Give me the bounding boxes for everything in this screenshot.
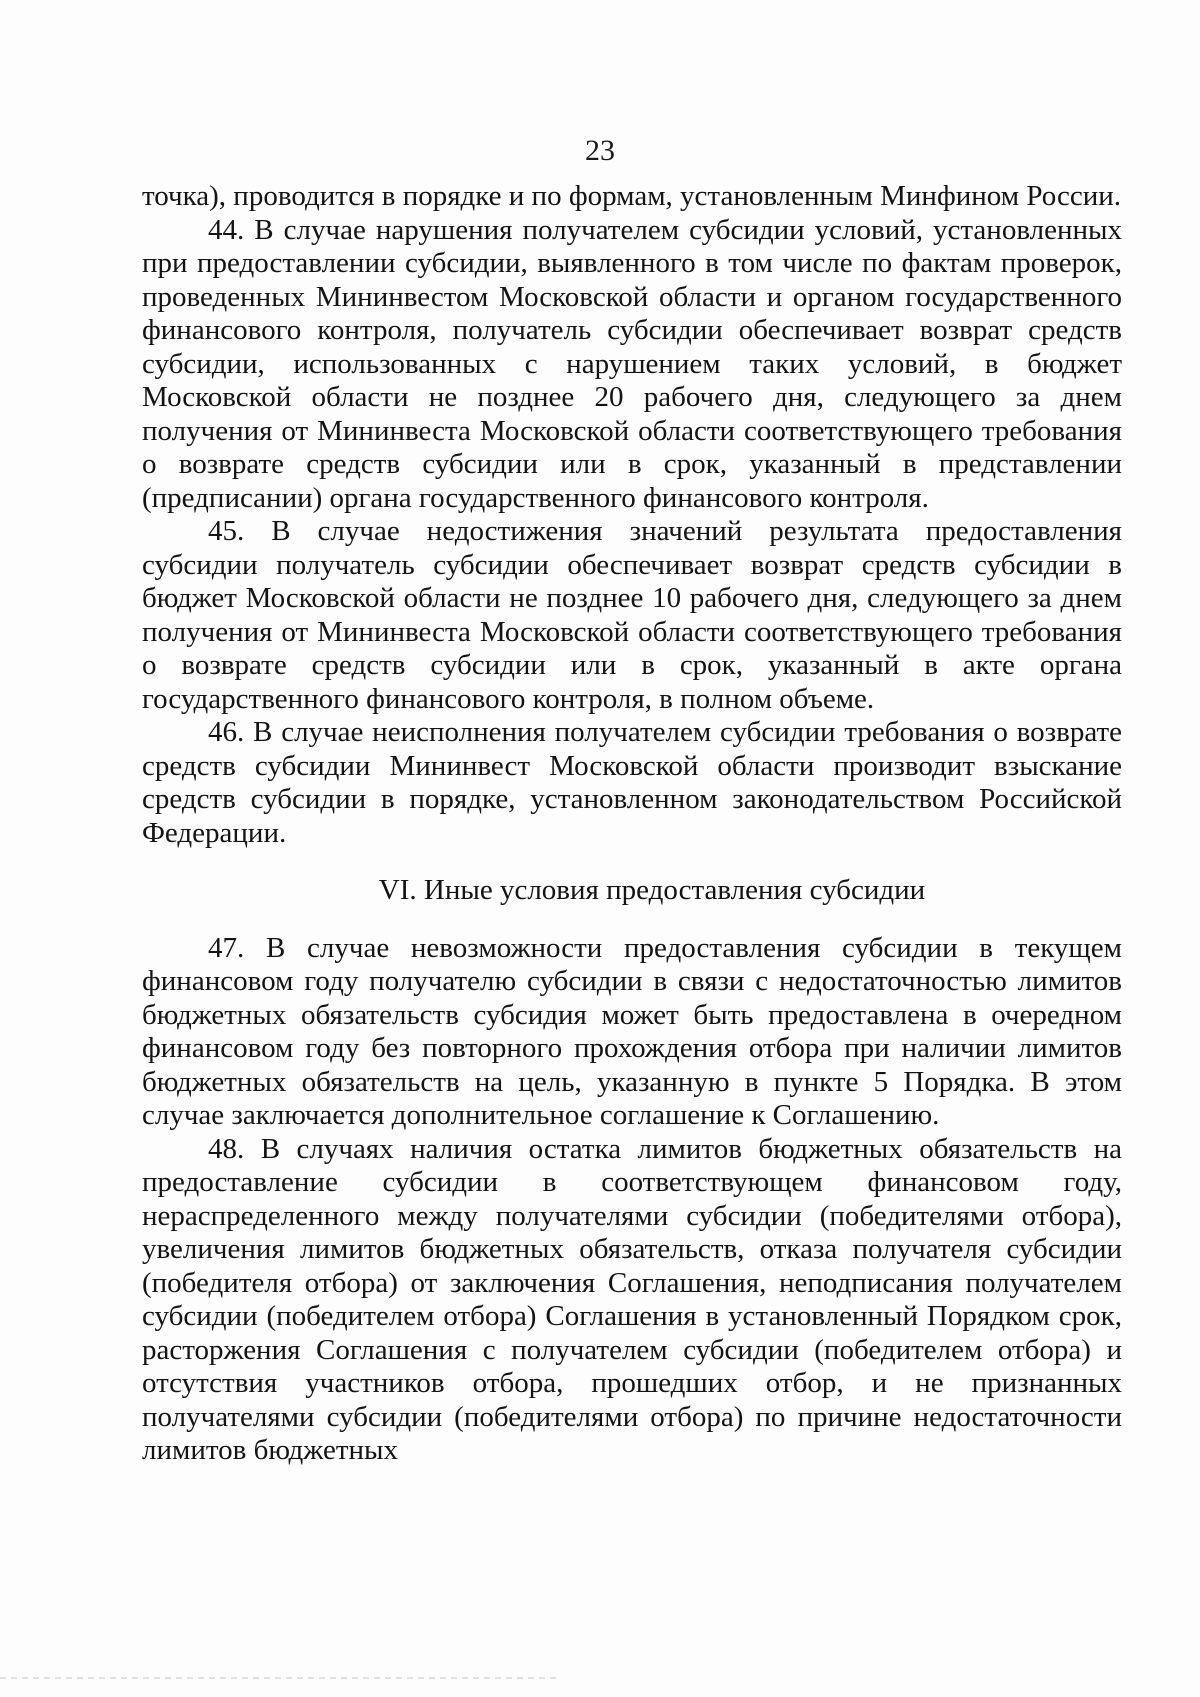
paragraph-47: 47. В случае невозможности предоставления субсидии в текущем финансовом году получателю субсидии в связи с недостаточностью лимитов бюджетных обязательств субсидия может быть предоставлена в очередном финансовом году без повторного прохождения отбора при наличии лимитов бюджетных обязательств на цель, указанную в пункте 5 Порядка. В этом случае заключается дополнительное соглашение к Соглашению. [142, 931, 1122, 1131]
paragraph-continuation: точка), проводится в порядке и по формам, установленным Минфином России. [142, 180, 1121, 212]
page-number: 23 [585, 134, 615, 167]
paragraph-44: 44. В случае нарушения получателем субсидии условий, установленных при предоставлении субсидии, выявленного в том числе по фактам проверок, проведенных Мининвестом Московской области и органом государственного финансового контроля, получатель субсидии обеспечивает возврат средств субсидии, использованных с нарушением таких условий, в бюджет Московской области не позднее 20 рабочего дня, следующего за днем получения от Мининвеста Московской области соответствующего требования о возврате средств субсидии или в срок, указанный в представлении (предписании) органа государственного финансового контроля. [142, 213, 1122, 514]
paragraph-48: 48. В случаях наличия остатка лимитов бюджетных обязательств на предоставление субсидии в соответствующем финансовом году, нераспределенного между получателями субсидии (победителями отбора), увеличения лимитов бюджетных обязательств, отказа получателя субсидии (победителя отбора) от заключения Соглашения, неподписания получателем субсидии (победителем отбора) Соглашения в установленный Порядком срок, расторжения Соглашения с получателем субсидии (победителем отбора) и отсутствия участников отбора, прошедших отбор, и не признанных получателями субсидии (победителями отбора) по причине недостаточности лимитов бюджетных [142, 1132, 1122, 1466]
section-heading: VI. Иные условия предоставления субсидии [378, 874, 926, 906]
scan-artifact-line [0, 1677, 560, 1679]
paragraph-45: 45. В случае недостижения значений результата предоставления субсидии получатель субсидии обеспечивает возврат средств субсидии в бюджет Московской области не позднее 10 рабочего дня, следующего за днем получения от Мининвеста Московской области соответствующего требования о возврате средств субсидии или в срок, указанный в акте органа государственного финансового контроля, в полном объеме. [142, 515, 1122, 715]
document-body [142, 180, 1122, 1468]
paragraph-46: 46. В случае неисполнения получателем субсидии требования о возврате средств субсидии Мининвест Московской области производит взыскание средств субсидии в порядке, установленном законодательством Российской Федерации. [142, 716, 1122, 849]
